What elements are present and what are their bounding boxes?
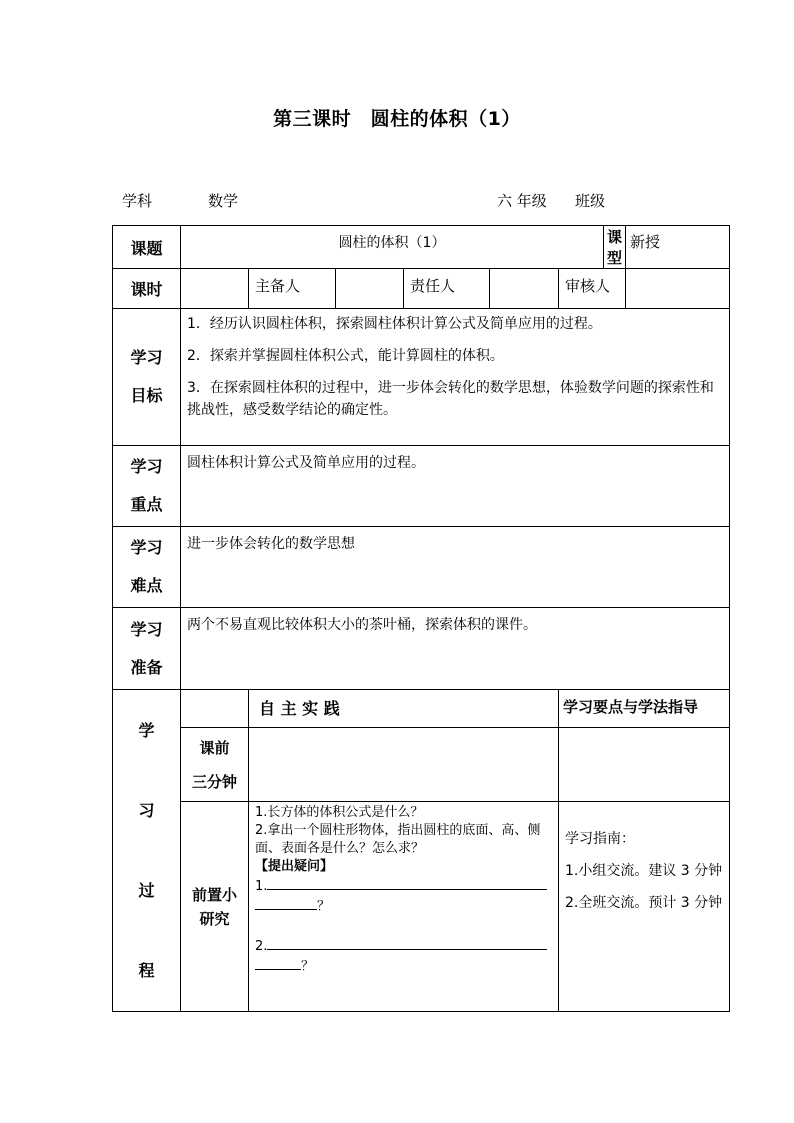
- pre-class-content: [249, 728, 559, 802]
- question-blank-1: [255, 878, 552, 896]
- goals-row: [113, 309, 730, 446]
- key-points-text: 圆柱体积计算公式及简单应用的过程。: [181, 446, 730, 527]
- guide-title: 学习指南：: [565, 831, 635, 847]
- guide-step: 1.小组交流。建议 3 分钟: [565, 863, 723, 879]
- topic-row: [113, 226, 730, 269]
- blank-prefix: 1.: [255, 879, 268, 894]
- process-label-char: 程: [138, 960, 155, 980]
- period-value: [181, 269, 249, 309]
- pre-class-guide: [559, 728, 730, 802]
- answer-line: [267, 889, 547, 890]
- difficulties-label-1: 学习: [130, 538, 163, 557]
- guide-step: 2.全班交流。预计 3 分钟: [565, 895, 723, 911]
- preparation-label-1: 学习: [130, 619, 163, 639]
- research-row: [113, 802, 730, 1012]
- pre-class-label-1: 课前: [199, 738, 230, 757]
- pre-class-row: [113, 728, 730, 802]
- question-blank-2-cont: [255, 958, 552, 976]
- subject-value: 数学: [208, 192, 239, 210]
- lesson-plan-table: [112, 225, 730, 1012]
- process-label: [113, 690, 181, 1012]
- raise-questions-heading: 【提出疑问】: [255, 859, 334, 874]
- difficulties-row: [113, 527, 730, 608]
- goal-item: 2．探索并掌握圆柱体积公式，能计算圆柱的体积。: [187, 348, 504, 364]
- responsible-label: 责任人: [404, 269, 490, 309]
- goals-content: [181, 309, 730, 446]
- blank-prefix: 2.: [255, 939, 268, 954]
- process-label-char: 学: [138, 720, 155, 740]
- key-points-row: [113, 446, 730, 527]
- answer-line: [267, 949, 547, 950]
- key-points-label-2: 重点: [130, 495, 163, 514]
- question-blank-1-cont: [255, 898, 552, 916]
- pre-class-label-2: 三分钟: [191, 772, 237, 791]
- preparer-value: [336, 269, 404, 309]
- subject-label: 学科: [122, 192, 153, 210]
- difficulties-label-2: 难点: [130, 576, 163, 595]
- blank-suffix: ？: [301, 959, 315, 974]
- period-row: [113, 269, 730, 309]
- research-question: 1.长方体的体积公式是什么？: [255, 805, 424, 820]
- practice-header: 自 主 实 践: [249, 690, 559, 728]
- reviewer-label: 审核人: [559, 269, 626, 309]
- research-label: 前置小研究: [181, 802, 249, 1012]
- blank-suffix: ？: [317, 899, 331, 914]
- goals-label-1: 学习: [130, 348, 163, 367]
- answer-line: [255, 969, 301, 970]
- key-points-label: [113, 446, 181, 527]
- type-value: 新授: [626, 226, 730, 269]
- preparation-label-2: 准备: [130, 657, 163, 677]
- period-label: 课时: [113, 269, 181, 309]
- research-guide: [559, 802, 730, 1012]
- guide-header: 学习要点与学法指导: [559, 690, 730, 728]
- goals-label-2: 目标: [130, 386, 163, 405]
- pre-class-label: [181, 728, 249, 802]
- grade-label: 六 年级: [497, 192, 547, 210]
- answer-line: [255, 909, 317, 910]
- difficulties-text: 进一步体会转化的数学思想: [181, 527, 730, 608]
- preparer-label: 主备人: [249, 269, 336, 309]
- process-header-empty: [181, 690, 249, 728]
- process-label-char: 习: [138, 800, 155, 820]
- process-header-row: [113, 690, 730, 728]
- topic-label: 课题: [113, 226, 181, 269]
- preparation-text: 两个不易直观比较体积大小的茶叶桶，探索体积的课件。: [181, 608, 730, 690]
- process-label-char: 过: [138, 880, 155, 900]
- goal-item: 1．经历认识圆柱体积，探索圆柱体积计算公式及简单应用的过程。: [187, 316, 602, 332]
- goals-label: [113, 309, 181, 446]
- class-label: 班级: [575, 192, 606, 210]
- research-content: [249, 802, 559, 1012]
- topic-value: 圆柱的体积（1）: [181, 226, 604, 269]
- goal-item: 3．在探索圆柱体积的过程中，进一步体会转化的数学思想，体验数学问题的探索性和挑战性，感受数学结论的确定性。: [187, 380, 714, 418]
- reviewer-value: [626, 269, 730, 309]
- question-blank-2: [255, 938, 552, 956]
- preparation-label: [113, 608, 181, 690]
- responsible-value: [490, 269, 559, 309]
- key-points-label-1: 学习: [130, 457, 163, 476]
- preparation-row: [113, 608, 730, 690]
- type-label: 课型: [604, 226, 626, 269]
- difficulties-label: [113, 527, 181, 608]
- page-title: 第三课时 圆柱的体积（1）: [273, 108, 521, 130]
- research-question: 2.拿出一个圆柱形物体，指出圆柱的底面、高、侧面、表面各是什么？怎么求？: [255, 823, 541, 856]
